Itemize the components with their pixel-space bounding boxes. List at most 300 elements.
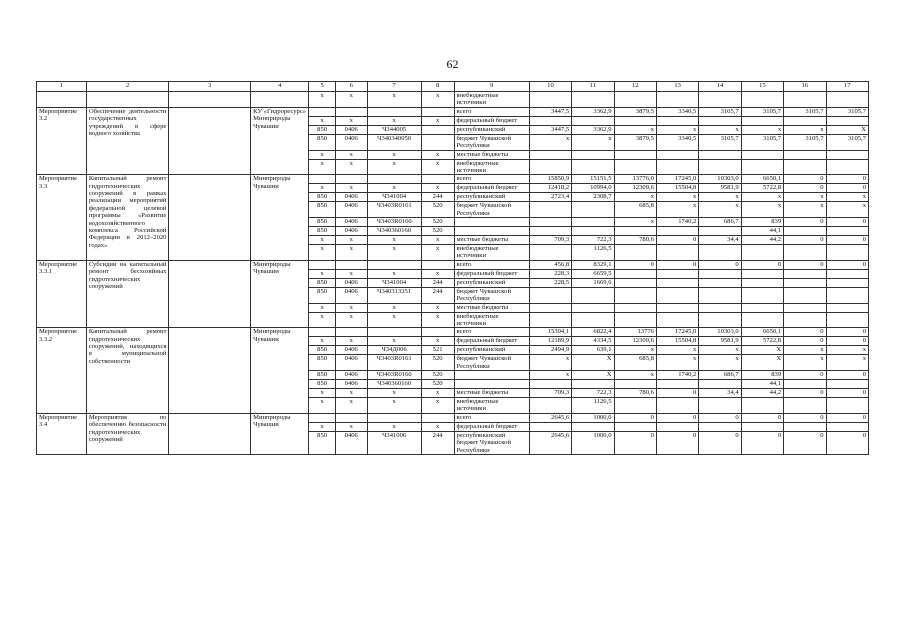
grbs-cell: 850 bbox=[309, 380, 335, 389]
executor-cell: КУ «Гидроресурс» Минприроды Чувашии bbox=[251, 107, 309, 175]
value-2026-cell: 0 bbox=[826, 260, 869, 269]
value-2022-cell: 15504,8 bbox=[656, 184, 698, 193]
value-2023-cell bbox=[699, 227, 741, 236]
csr-cell: Ч340360160 bbox=[367, 227, 421, 236]
rz-pr-cell bbox=[335, 413, 367, 422]
value-2025-cell: 0 bbox=[784, 431, 826, 454]
value-2026-cell bbox=[826, 287, 869, 303]
csr-cell: х bbox=[367, 398, 421, 414]
value-2021-cell: х bbox=[614, 218, 656, 227]
grbs-cell: х bbox=[309, 269, 335, 278]
csr-cell: Ч34Д006 bbox=[367, 346, 421, 355]
rz-pr-cell: х bbox=[335, 116, 367, 125]
value-2019-cell bbox=[529, 227, 571, 236]
value-2024-cell bbox=[741, 159, 783, 175]
funding-source-cell bbox=[454, 371, 529, 380]
value-2022-cell bbox=[656, 312, 698, 328]
value-2024-cell bbox=[741, 287, 783, 303]
event-name-cell bbox=[86, 92, 169, 108]
value-2026-cell: 3105,7 bbox=[826, 107, 869, 116]
grbs-cell: 850 bbox=[309, 431, 335, 454]
value-2020-cell: 2308,7 bbox=[572, 193, 614, 202]
value-2022-cell bbox=[656, 150, 698, 159]
value-2022-cell: 0 bbox=[656, 413, 698, 422]
value-2021-cell: 780,6 bbox=[614, 236, 656, 245]
value-2020-cell: 1000,0 bbox=[572, 413, 614, 422]
value-2025-cell bbox=[784, 159, 826, 175]
value-2024-cell: Х bbox=[741, 355, 783, 371]
column-header: 4 bbox=[251, 82, 309, 92]
value-2026-cell: х bbox=[826, 346, 869, 355]
rz-pr-cell: 0406 bbox=[335, 134, 367, 150]
event-name-cell: Капитальный ремонт гидротехнических сооружений в рамках реализации мероприятий федеральной целевой программы «Развитие водохозяйственного комплекса Российской Федерации в 2012–2020 годах» bbox=[86, 175, 169, 261]
grbs-cell: 850 bbox=[309, 134, 335, 150]
csr-cell: Ч3403R0160 bbox=[367, 371, 421, 380]
value-2024-cell: х bbox=[741, 193, 783, 202]
table-row bbox=[37, 413, 869, 422]
grbs-cell: х bbox=[309, 398, 335, 414]
value-2022-cell bbox=[656, 278, 698, 287]
value-2026-cell: х bbox=[826, 193, 869, 202]
value-2023-cell bbox=[699, 380, 741, 389]
grbs-cell: х bbox=[309, 303, 335, 312]
value-2023-cell: 686,7 bbox=[699, 371, 741, 380]
executor-cell: Минприроды Чувашии bbox=[251, 328, 309, 414]
value-2020-cell: х bbox=[572, 134, 614, 150]
value-2022-cell: 0 bbox=[656, 431, 698, 454]
table-row bbox=[37, 175, 869, 184]
value-2023-cell: 9581,9 bbox=[699, 184, 741, 193]
vr-cell: 520 bbox=[421, 218, 454, 227]
csr-cell: х bbox=[367, 312, 421, 328]
value-2023-cell bbox=[699, 159, 741, 175]
vr-cell: х bbox=[421, 312, 454, 328]
funding-source-cell: всего bbox=[454, 175, 529, 184]
rz-pr-cell: х bbox=[335, 422, 367, 431]
funding-source-cell: всего bbox=[454, 107, 529, 116]
funding-source-cell: внебюджетные источники bbox=[454, 245, 529, 261]
rz-pr-cell: 0406 bbox=[335, 371, 367, 380]
event-code-cell bbox=[37, 92, 87, 108]
value-2020-cell: 722,3 bbox=[572, 389, 614, 398]
value-2021-cell: 12309,6 bbox=[614, 337, 656, 346]
value-2023-cell: 3105,7 bbox=[699, 107, 741, 116]
value-2023-cell bbox=[699, 269, 741, 278]
value-2022-cell bbox=[656, 269, 698, 278]
value-2024-cell bbox=[741, 269, 783, 278]
value-2026-cell: х bbox=[826, 202, 869, 218]
column-header: 6 bbox=[335, 82, 367, 92]
value-2025-cell: 3105,7 bbox=[784, 107, 826, 116]
vr-cell: 520 bbox=[421, 380, 454, 389]
value-2020-cell: 1126,5 bbox=[572, 398, 614, 414]
value-2019-cell: 228,3 bbox=[529, 269, 571, 278]
value-2020-cell: 1669,6 bbox=[572, 278, 614, 287]
value-2019-cell: 2723,4 bbox=[529, 193, 571, 202]
funding-source-cell: всего bbox=[454, 328, 529, 337]
value-2022-cell: 17245,0 bbox=[656, 328, 698, 337]
value-2024-cell: 3105,7 bbox=[741, 107, 783, 116]
value-2025-cell bbox=[784, 287, 826, 303]
value-2022-cell: 0 bbox=[656, 260, 698, 269]
value-2019-cell bbox=[529, 150, 571, 159]
funding-source-cell: федеральный бюджет bbox=[454, 184, 529, 193]
value-2025-cell bbox=[784, 92, 826, 108]
csr-cell: х bbox=[367, 236, 421, 245]
value-2020-cell bbox=[572, 303, 614, 312]
column-header: 13 bbox=[656, 82, 698, 92]
vr-cell: х bbox=[421, 245, 454, 261]
value-2024-cell: 0 bbox=[741, 431, 783, 454]
value-2023-cell: х bbox=[699, 193, 741, 202]
value-2020-cell bbox=[572, 380, 614, 389]
value-2025-cell: 0 bbox=[784, 236, 826, 245]
value-2024-cell bbox=[741, 150, 783, 159]
csr-cell bbox=[367, 413, 421, 422]
value-2025-cell bbox=[784, 422, 826, 431]
value-2022-cell: х bbox=[656, 346, 698, 355]
value-2019-cell bbox=[529, 92, 571, 108]
value-2023-cell bbox=[699, 422, 741, 431]
funding-source-cell: всего bbox=[454, 413, 529, 422]
table-row bbox=[37, 260, 869, 269]
value-2024-cell: 6650,1 bbox=[741, 328, 783, 337]
goal-cell bbox=[169, 413, 251, 454]
value-2022-cell bbox=[656, 159, 698, 175]
value-2019-cell bbox=[529, 218, 571, 227]
funding-source-cell: республиканский бюджет Чувашской Республики bbox=[454, 431, 529, 454]
column-header: 10 bbox=[529, 82, 571, 92]
event-name-cell: Мероприятия по обеспечению безопасности гидротехнических сооружений bbox=[86, 413, 169, 454]
value-2025-cell bbox=[784, 245, 826, 261]
value-2026-cell: 3105,7 bbox=[826, 134, 869, 150]
rz-pr-cell: х bbox=[335, 92, 367, 108]
value-2019-cell bbox=[529, 245, 571, 261]
value-2021-cell bbox=[614, 303, 656, 312]
value-2024-cell: 44,2 bbox=[741, 389, 783, 398]
value-2019-cell: 2645,6 bbox=[529, 431, 571, 454]
rz-pr-cell: 0406 bbox=[335, 278, 367, 287]
value-2023-cell bbox=[699, 287, 741, 303]
executor-cell bbox=[251, 92, 309, 108]
csr-cell: х bbox=[367, 269, 421, 278]
grbs-cell: 850 bbox=[309, 346, 335, 355]
value-2019-cell: 12189,9 bbox=[529, 337, 571, 346]
vr-cell bbox=[421, 175, 454, 184]
value-2020-cell bbox=[572, 422, 614, 431]
value-2020-cell: 10994,0 bbox=[572, 184, 614, 193]
value-2025-cell: х bbox=[784, 125, 826, 134]
value-2023-cell: х bbox=[699, 355, 741, 371]
event-code-cell: Мероприятие 3.2 bbox=[37, 107, 87, 175]
vr-cell: 520 bbox=[421, 202, 454, 218]
value-2026-cell: 0 bbox=[826, 328, 869, 337]
vr-cell: 520 bbox=[421, 355, 454, 371]
rz-pr-cell bbox=[335, 328, 367, 337]
value-2019-cell: 2494,9 bbox=[529, 346, 571, 355]
value-2021-cell bbox=[614, 227, 656, 236]
value-2019-cell bbox=[529, 312, 571, 328]
vr-cell: х bbox=[421, 236, 454, 245]
value-2021-cell bbox=[614, 398, 656, 414]
grbs-cell: х bbox=[309, 150, 335, 159]
rz-pr-cell: х bbox=[335, 337, 367, 346]
rz-pr-cell: 0406 bbox=[335, 202, 367, 218]
value-2023-cell bbox=[699, 278, 741, 287]
funding-source-cell: федеральный бюджет bbox=[454, 422, 529, 431]
value-2023-cell bbox=[699, 398, 741, 414]
value-2022-cell: 3340,5 bbox=[656, 134, 698, 150]
value-2020-cell: 722,3 bbox=[572, 236, 614, 245]
value-2022-cell bbox=[656, 380, 698, 389]
executor-cell: Минприроды Чувашии bbox=[251, 260, 309, 328]
rz-pr-cell bbox=[335, 175, 367, 184]
column-header: 17 bbox=[826, 82, 869, 92]
value-2026-cell: Х bbox=[826, 125, 869, 134]
rz-pr-cell: х bbox=[335, 150, 367, 159]
event-name-cell: Обеспечение деятельности государственных учреждений в сфере водного хозяйства bbox=[86, 107, 169, 175]
value-2020-cell: 1000,0 bbox=[572, 431, 614, 454]
csr-cell: Ч340360160 bbox=[367, 380, 421, 389]
value-2021-cell bbox=[614, 150, 656, 159]
value-2020-cell: 6659,5 bbox=[572, 269, 614, 278]
value-2021-cell: х bbox=[614, 193, 656, 202]
rz-pr-cell: х bbox=[335, 159, 367, 175]
value-2024-cell: 0 bbox=[741, 260, 783, 269]
funding-source-cell: внебюджетные источники bbox=[454, 312, 529, 328]
value-2022-cell bbox=[656, 287, 698, 303]
value-2020-cell: 15151,5 bbox=[572, 175, 614, 184]
rz-pr-cell: 0406 bbox=[335, 193, 367, 202]
value-2026-cell: 0 bbox=[826, 389, 869, 398]
value-2025-cell: х bbox=[784, 346, 826, 355]
grbs-cell: 850 bbox=[309, 278, 335, 287]
value-2019-cell: 709,3 bbox=[529, 389, 571, 398]
value-2025-cell: 0 bbox=[784, 260, 826, 269]
grbs-cell: х bbox=[309, 236, 335, 245]
column-header: 1 bbox=[37, 82, 87, 92]
value-2019-cell: х bbox=[529, 134, 571, 150]
funding-source-cell: внебюджетные источники bbox=[454, 92, 529, 108]
value-2025-cell: 0 bbox=[784, 337, 826, 346]
vr-cell bbox=[421, 134, 454, 150]
value-2026-cell bbox=[826, 422, 869, 431]
grbs-cell: х bbox=[309, 422, 335, 431]
page-number: 62 bbox=[446, 57, 459, 71]
value-2020-cell bbox=[572, 227, 614, 236]
value-2020-cell bbox=[572, 218, 614, 227]
value-2020-cell bbox=[572, 312, 614, 328]
value-2019-cell bbox=[529, 159, 571, 175]
value-2019-cell: 12418,2 bbox=[529, 184, 571, 193]
grbs-cell: 850 bbox=[309, 193, 335, 202]
value-2020-cell bbox=[572, 287, 614, 303]
csr-cell: Ч341006 bbox=[367, 431, 421, 454]
funding-source-cell: республиканский bbox=[454, 125, 529, 134]
column-header: 14 bbox=[699, 82, 741, 92]
value-2025-cell: 3105,7 bbox=[784, 134, 826, 150]
value-2019-cell: х bbox=[529, 371, 571, 380]
value-2019-cell bbox=[529, 303, 571, 312]
value-2026-cell: 0 bbox=[826, 184, 869, 193]
value-2019-cell: 2645,6 bbox=[529, 413, 571, 422]
csr-cell: х bbox=[367, 245, 421, 261]
goal-cell bbox=[169, 175, 251, 261]
value-2023-cell: 0 bbox=[699, 431, 741, 454]
value-2023-cell: 34,4 bbox=[699, 236, 741, 245]
vr-cell: х bbox=[421, 159, 454, 175]
value-2026-cell bbox=[826, 312, 869, 328]
value-2025-cell bbox=[784, 380, 826, 389]
event-code-cell: Мероприятие 3.3 bbox=[37, 175, 87, 261]
value-2026-cell: х bbox=[826, 355, 869, 371]
value-2021-cell bbox=[614, 287, 656, 303]
value-2024-cell bbox=[741, 116, 783, 125]
rz-pr-cell: 0406 bbox=[335, 287, 367, 303]
value-2023-cell: 3105,7 bbox=[699, 134, 741, 150]
value-2026-cell bbox=[826, 245, 869, 261]
value-2021-cell: 0 bbox=[614, 431, 656, 454]
funding-source-cell: местные бюджеты bbox=[454, 150, 529, 159]
table-body bbox=[37, 92, 869, 455]
csr-cell bbox=[367, 328, 421, 337]
executor-cell: Минприроды Чувашии bbox=[251, 413, 309, 454]
vr-cell: х bbox=[421, 150, 454, 159]
grbs-cell: х bbox=[309, 389, 335, 398]
value-2022-cell: 17245,0 bbox=[656, 175, 698, 184]
vr-cell: 521 bbox=[421, 346, 454, 355]
value-2020-cell: 6822,4 bbox=[572, 328, 614, 337]
column-header: 3 bbox=[169, 82, 251, 92]
value-2024-cell: х bbox=[741, 202, 783, 218]
value-2026-cell: 0 bbox=[826, 413, 869, 422]
value-2023-cell: 0 bbox=[699, 260, 741, 269]
funding-source-cell: федеральный бюджет bbox=[454, 116, 529, 125]
value-2024-cell: 44,2 bbox=[741, 236, 783, 245]
value-2021-cell bbox=[614, 422, 656, 431]
funding-source-cell: внебюджетные источники bbox=[454, 159, 529, 175]
column-header: 11 bbox=[572, 82, 614, 92]
value-2024-cell: 0 bbox=[741, 413, 783, 422]
column-header: 9 bbox=[454, 82, 529, 92]
value-2020-cell bbox=[572, 92, 614, 108]
vr-cell: х bbox=[421, 184, 454, 193]
value-2026-cell bbox=[826, 269, 869, 278]
value-2021-cell: 0 bbox=[614, 260, 656, 269]
funding-source-cell: республиканский bbox=[454, 278, 529, 287]
value-2023-cell: 10303,0 bbox=[699, 328, 741, 337]
value-2026-cell: 0 bbox=[826, 371, 869, 380]
value-2019-cell: 228,5 bbox=[529, 278, 571, 287]
value-2025-cell bbox=[784, 278, 826, 287]
value-2021-cell: х bbox=[614, 371, 656, 380]
grbs-cell: х bbox=[309, 184, 335, 193]
grbs-cell: 850 bbox=[309, 227, 335, 236]
value-2024-cell bbox=[741, 303, 783, 312]
value-2026-cell bbox=[826, 116, 869, 125]
grbs-cell: х bbox=[309, 159, 335, 175]
value-2021-cell bbox=[614, 159, 656, 175]
value-2022-cell bbox=[656, 422, 698, 431]
value-2025-cell: х bbox=[784, 193, 826, 202]
funding-source-cell bbox=[454, 380, 529, 389]
funding-source-cell: всего bbox=[454, 260, 529, 269]
value-2024-cell bbox=[741, 92, 783, 108]
value-2019-cell bbox=[529, 116, 571, 125]
value-2025-cell bbox=[784, 227, 826, 236]
rz-pr-cell: 0406 bbox=[335, 218, 367, 227]
value-2024-cell bbox=[741, 245, 783, 261]
vr-cell: 244 bbox=[421, 287, 454, 303]
value-2023-cell: х bbox=[699, 125, 741, 134]
vr-cell: х bbox=[421, 337, 454, 346]
value-2025-cell: 0 bbox=[784, 175, 826, 184]
vr-cell: х bbox=[421, 303, 454, 312]
value-2022-cell: 0 bbox=[656, 236, 698, 245]
csr-cell bbox=[367, 260, 421, 269]
vr-cell: 520 bbox=[421, 227, 454, 236]
csr-cell: х bbox=[367, 116, 421, 125]
value-2021-cell bbox=[614, 380, 656, 389]
value-2019-cell bbox=[529, 202, 571, 218]
value-2020-cell bbox=[572, 150, 614, 159]
value-2020-cell: 3362,9 bbox=[572, 107, 614, 116]
column-header: 16 bbox=[784, 82, 826, 92]
value-2019-cell bbox=[529, 380, 571, 389]
event-code-cell: Мероприятие 3.3.1 bbox=[37, 260, 87, 328]
value-2026-cell bbox=[826, 150, 869, 159]
value-2023-cell: 0 bbox=[699, 413, 741, 422]
value-2026-cell bbox=[826, 303, 869, 312]
value-2025-cell: х bbox=[784, 202, 826, 218]
value-2024-cell bbox=[741, 422, 783, 431]
value-2022-cell: х bbox=[656, 125, 698, 134]
funding-source-cell: федеральный бюджет bbox=[454, 269, 529, 278]
rz-pr-cell: х bbox=[335, 303, 367, 312]
rz-pr-cell bbox=[335, 260, 367, 269]
vr-cell bbox=[421, 413, 454, 422]
value-2019-cell: 15850,9 bbox=[529, 175, 571, 184]
funding-source-cell: внебюджетные источники bbox=[454, 398, 529, 414]
value-2019-cell bbox=[529, 398, 571, 414]
value-2024-cell: 5722,8 bbox=[741, 337, 783, 346]
value-2021-cell: 3879,5 bbox=[614, 107, 656, 116]
value-2021-cell: 12309,6 bbox=[614, 184, 656, 193]
value-2025-cell: х bbox=[784, 355, 826, 371]
rz-pr-cell: 0406 bbox=[335, 431, 367, 454]
value-2020-cell: 1126,5 bbox=[572, 245, 614, 261]
value-2026-cell bbox=[826, 92, 869, 108]
value-2020-cell: Х bbox=[572, 355, 614, 371]
rz-pr-cell bbox=[335, 107, 367, 116]
header-row bbox=[37, 82, 869, 92]
value-2023-cell: х bbox=[699, 202, 741, 218]
value-2021-cell bbox=[614, 245, 656, 261]
rz-pr-cell: х bbox=[335, 269, 367, 278]
vr-cell: 244 bbox=[421, 193, 454, 202]
csr-cell: х bbox=[367, 303, 421, 312]
grbs-cell: 850 bbox=[309, 287, 335, 303]
value-2021-cell bbox=[614, 269, 656, 278]
value-2024-cell: 6650,1 bbox=[741, 175, 783, 184]
value-2025-cell bbox=[784, 269, 826, 278]
funding-source-cell: местные бюджеты bbox=[454, 236, 529, 245]
value-2019-cell: х bbox=[529, 355, 571, 371]
grbs-cell: х bbox=[309, 245, 335, 261]
funding-source-cell: бюджет Чувашской Республики bbox=[454, 355, 529, 371]
event-code-cell: Мероприятие 3.3.2 bbox=[37, 328, 87, 414]
value-2024-cell: Х bbox=[741, 346, 783, 355]
